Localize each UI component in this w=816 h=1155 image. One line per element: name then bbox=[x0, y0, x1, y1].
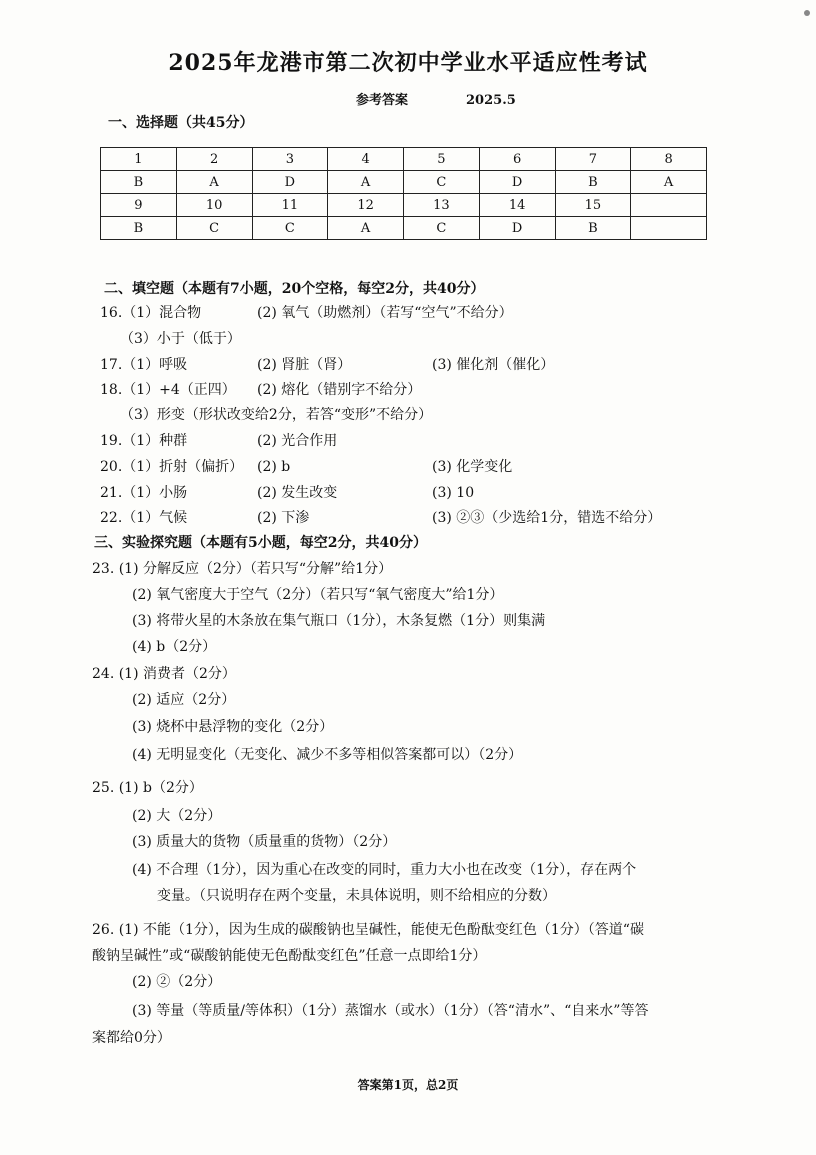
experiment-answer-text: (3) 将带火星的木条放在集气瓶口（1分），木条复燃（1分）则集满 bbox=[132, 613, 546, 629]
experiment-answer-text: (4) 无明显变化（无变化、减少不多等相似答案都可以）（2分） bbox=[132, 747, 523, 763]
page-footer: 答案第1页，总2页 bbox=[357, 1078, 459, 1092]
table-cell: A bbox=[176, 171, 252, 194]
experiment-answer-text: 24. (1) 消费者（2分） bbox=[92, 666, 236, 682]
table-cell: 12 bbox=[328, 194, 404, 217]
subtitle bbox=[356, 89, 516, 108]
fill-answer-text: 19.（1）种群 bbox=[100, 433, 188, 449]
table-cell: 5 bbox=[404, 148, 480, 171]
section3-heading: 三、实验探究题（本题有5小题，每空2分，共40分） bbox=[94, 535, 427, 551]
fill-answer-text: (2) b bbox=[257, 459, 291, 475]
table-cell: D bbox=[479, 217, 555, 240]
table-row bbox=[101, 217, 707, 240]
choice-answer-table bbox=[100, 147, 707, 240]
fill-answer-text: (3) 10 bbox=[432, 485, 475, 501]
experiment-answer-text: (3) 等量（等质量/等体积）（1分）蒸馏水（或水）（1分）（答“清水”、“自来水”等答 bbox=[132, 1003, 649, 1019]
table-cell: 14 bbox=[479, 194, 555, 217]
experiment-answer-text: 酸钠呈碱性”或“碳酸钠能使无色酚酞变红色”任意一点即给1分） bbox=[92, 948, 487, 964]
experiment-answer-text: 26. (1) 不能（1分），因为生成的碳酸钠也呈碱性，能使无色酚酞变红色（1分）（答道“碳 bbox=[92, 922, 644, 938]
table-cell: B bbox=[555, 217, 631, 240]
fill-answer-text: (3) 化学变化 bbox=[432, 459, 513, 475]
fill-answer-text: 21.（1）小肠 bbox=[100, 485, 188, 501]
table-cell: 10 bbox=[176, 194, 252, 217]
table-cell bbox=[631, 217, 707, 240]
experiment-answer-text: (2) 适应（2分） bbox=[132, 692, 236, 708]
page-title: 2025年龙港市第二次初中学业水平适应性考试 bbox=[168, 50, 648, 76]
table-cell: 9 bbox=[101, 194, 177, 217]
fill-answer-text: （3）形变（形状改变给2分，若答“变形”不给分） bbox=[120, 407, 433, 423]
table-cell: C bbox=[252, 217, 328, 240]
scan-dot bbox=[804, 10, 810, 16]
table-cell: 1 bbox=[101, 148, 177, 171]
subtitle-label: 参考答案 bbox=[356, 93, 409, 108]
table-cell: 3 bbox=[252, 148, 328, 171]
fill-answer-text: （3）小于（低于） bbox=[120, 331, 241, 347]
fill-answer-text: (2) 熔化（错别字不给分） bbox=[257, 382, 422, 398]
table-cell bbox=[631, 194, 707, 217]
section1-heading: 一、选择题（共45分） bbox=[108, 115, 254, 131]
fill-answer-text: (2) 肾脏（肾） bbox=[257, 357, 352, 373]
table-row bbox=[101, 194, 707, 217]
table-cell: A bbox=[328, 217, 404, 240]
experiment-answer-text: (2) 大（2分） bbox=[132, 808, 222, 824]
fill-answer-text: (2) 氧气（助燃剂）（若写“空气”不给分） bbox=[257, 305, 513, 321]
table-row bbox=[101, 148, 707, 171]
table-cell: B bbox=[555, 171, 631, 194]
experiment-answer-text: (3) 烧杯中悬浮物的变化（2分） bbox=[132, 719, 334, 735]
fill-answer-text: 17.（1）呼吸 bbox=[100, 357, 188, 373]
subtitle-date: 2025.5 bbox=[466, 93, 516, 108]
table-cell: A bbox=[328, 171, 404, 194]
fill-answer-text: 22.（1）气候 bbox=[100, 510, 188, 526]
experiment-answer-text: (2) 氧气密度大于空气（2分）（若只写“氧气密度大”给1分） bbox=[132, 587, 504, 603]
table-cell: C bbox=[176, 217, 252, 240]
experiment-answer-text: 23. (1) 分解反应（2分）（若只写“分解”给1分） bbox=[92, 561, 393, 577]
table-cell: D bbox=[479, 171, 555, 194]
fill-answer-text: 16.（1）混合物 bbox=[100, 305, 202, 321]
experiment-answer-text: (2) ②（2分） bbox=[132, 974, 222, 990]
experiment-answer-text: (3) 质量大的货物（质量重的货物）（2分） bbox=[132, 834, 397, 850]
table-cell: 4 bbox=[328, 148, 404, 171]
table-cell: 6 bbox=[479, 148, 555, 171]
table-cell: 13 bbox=[404, 194, 480, 217]
table-cell: 2 bbox=[176, 148, 252, 171]
table-cell: C bbox=[404, 217, 480, 240]
section2-heading: 二、填空题（本题有7小题，20个空格，每空2分，共40分） bbox=[104, 281, 485, 297]
table-cell: A bbox=[631, 171, 707, 194]
table-cell: 7 bbox=[555, 148, 631, 171]
table-cell: C bbox=[404, 171, 480, 194]
experiment-answer-text: (4) 不合理（1分），因为重心在改变的同时，重力大小也在改变（1分），存在两个 bbox=[132, 862, 637, 878]
table-cell: 15 bbox=[555, 194, 631, 217]
table-cell: B bbox=[101, 171, 177, 194]
experiment-answer-text: (4) b（2分） bbox=[132, 639, 217, 655]
fill-answer-text: (2) 下渗 bbox=[257, 510, 310, 526]
fill-answer-text: (3) 催化剂（催化） bbox=[432, 357, 555, 373]
fill-answer-text: (2) 发生改变 bbox=[257, 485, 338, 501]
table-cell: D bbox=[252, 171, 328, 194]
table-cell: 11 bbox=[252, 194, 328, 217]
table-cell: 8 bbox=[631, 148, 707, 171]
table-row bbox=[101, 171, 707, 194]
fill-answer-text: (2) 光合作用 bbox=[257, 433, 338, 449]
experiment-answer-text: 案都给0分） bbox=[92, 1030, 171, 1046]
experiment-answer-text: 25. (1) b（2分） bbox=[92, 780, 203, 796]
fill-answer-text: 20.（1）折射（偏折） bbox=[100, 459, 244, 475]
table-cell: B bbox=[101, 217, 177, 240]
experiment-answer-text: 变量。（只说明存在两个变量，未具体说明，则不给相应的分数） bbox=[157, 888, 556, 904]
fill-answer-text: 18.（1）+4（正四） bbox=[100, 382, 236, 398]
fill-answer-text: (3) ②③（少选给1分，错选不给分） bbox=[432, 510, 662, 526]
